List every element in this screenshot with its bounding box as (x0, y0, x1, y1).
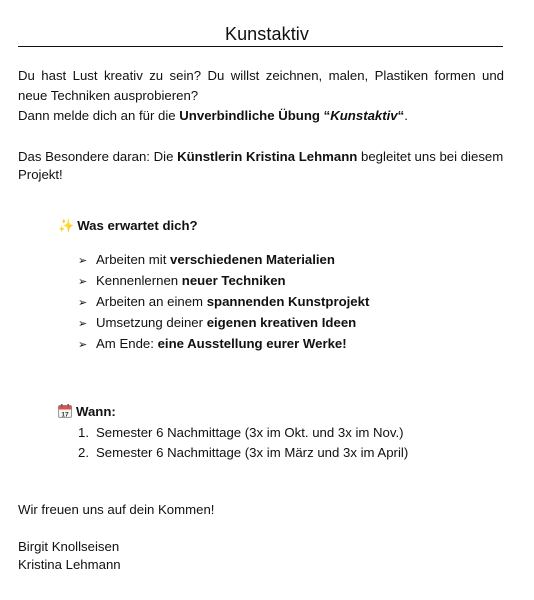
list-item-number: 1. (78, 425, 89, 440)
list-item-text: Kennenlernen (96, 273, 182, 288)
intro-course-title: Kunstaktiv (330, 108, 398, 123)
signature-name: Birgit Knollseisen (18, 539, 120, 554)
list-item-number: 2. (78, 445, 89, 460)
list-item-bold: eigenen kreativen Ideen (206, 315, 357, 330)
special-suffix: begleitet uns bei diesem (357, 149, 504, 164)
list-item-text: Arbeiten an einem (96, 294, 207, 309)
when-heading-text: Wann: (76, 404, 116, 419)
intro-course-close-quote: “ (397, 108, 405, 123)
list-item-bold: neuer Techniken (181, 273, 286, 288)
intro-line-3 (18, 106, 504, 125)
arrow-bullet-icon: ➢ (78, 276, 88, 288)
arrow-bullet-icon: ➢ (78, 255, 88, 267)
list-item-bold: spannenden Kunstprojekt (206, 294, 370, 309)
closing-line: Wir freuen uns auf dein Kommen! (18, 502, 215, 517)
special-paragraph (18, 147, 504, 166)
intro-line-3-suffix: . (404, 108, 408, 123)
list-item (78, 312, 369, 333)
expect-heading-text: Was erwartet dich? (77, 218, 198, 233)
list-item-text: Am Ende: (96, 336, 158, 351)
list-item (78, 443, 408, 463)
special-artist: Künstlerin Kristina Lehmann (177, 149, 358, 164)
arrow-bullet-icon: ➢ (78, 318, 88, 330)
list-item (78, 423, 408, 443)
intro-line-1: Du hast Lust kreativ zu sein? Du willst zeichnen, malen, Plastiken formen und (18, 68, 504, 83)
list-item (78, 270, 369, 291)
expect-heading (58, 216, 198, 235)
document-title: Kunstaktiv (224, 24, 310, 44)
arrow-bullet-icon: ➢ (78, 297, 88, 309)
intro-line-2: neue Techniken ausprobieren? (18, 88, 199, 103)
special-paragraph-line-2: Projekt! (18, 167, 63, 182)
sparkles-icon: ✨ (58, 218, 75, 233)
intro-course-name (179, 108, 404, 123)
list-item-text: Semester 6 Nachmittage (3x im März und 3x im April) (96, 445, 409, 460)
list-item-bold: verschiedenen Materialien (170, 252, 335, 267)
special-prefix: Das Besondere daran: Die (18, 149, 178, 164)
svg-text:17: 17 (61, 411, 69, 418)
when-heading (58, 402, 116, 421)
list-item-text: Umsetzung deiner (96, 315, 207, 330)
list-item (78, 333, 369, 354)
list-item-text: Arbeiten mit (96, 252, 171, 267)
intro-line-3-prefix: Dann melde dich an für die (18, 108, 180, 123)
list-item-text: Semester 6 Nachmittage (3x im Okt. und 3x im Nov.) (96, 425, 404, 440)
list-item (78, 291, 369, 312)
expect-list (78, 249, 369, 354)
calendar-icon (58, 404, 72, 418)
intro-course-label: Unverbindliche Übung “ (179, 108, 331, 123)
list-item (78, 249, 369, 270)
list-item-bold: eine Ausstellung eurer Werke! (157, 336, 347, 351)
when-list (78, 423, 408, 463)
title-underline (18, 46, 503, 47)
arrow-bullet-icon: ➢ (78, 339, 88, 351)
signature-name: Kristina Lehmann (18, 557, 121, 572)
